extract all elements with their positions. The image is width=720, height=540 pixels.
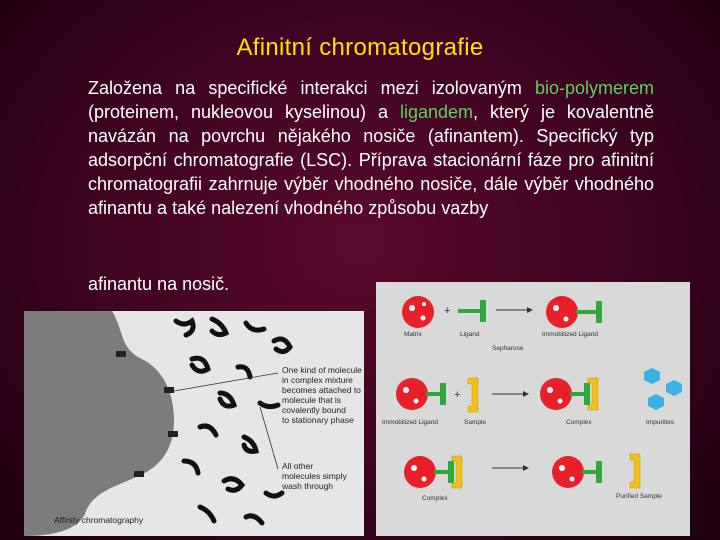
purified-sample-molecule bbox=[630, 454, 640, 488]
highlight-ligand: ligandem bbox=[399, 102, 474, 122]
ligand-mark bbox=[134, 471, 144, 477]
annotation-line: molecules simply bbox=[282, 471, 347, 481]
molecule-shape bbox=[266, 493, 282, 496]
molecule-shape bbox=[220, 393, 234, 406]
immobilized-ligand bbox=[546, 296, 602, 328]
annotation-line: One kind of molecule bbox=[282, 365, 362, 375]
paragraph-last-line: afinantu na nosič. bbox=[88, 274, 230, 294]
text-part-3: , který je kovalentně navázán na povrchu nějakého nosiče (afinantem). Specifický typ adsorpční chromatografie (LSC). Příprava stacionární fáze pro afinitní chromatografii zahrnuje výběr vhodného nosiče, dále výběr vhodného afinantu a také nalezení vhodného způsobu vazby bbox=[88, 102, 654, 218]
label-purified-sample bbox=[616, 493, 662, 500]
highlight-biopolymer: bio-polymerem bbox=[534, 78, 654, 98]
molecule-shape bbox=[246, 323, 264, 330]
label-immobilized-ligand: Immobilized Ligand bbox=[542, 331, 599, 338]
molecule-shape bbox=[246, 516, 262, 523]
free-ligand-bead bbox=[552, 456, 602, 488]
molecule-shape bbox=[176, 321, 193, 335]
molecule-shape bbox=[212, 319, 226, 335]
molecule-shape bbox=[274, 339, 290, 352]
affinity-sketch-figure bbox=[24, 311, 364, 536]
ligand-shape bbox=[458, 300, 486, 322]
label-matrix: Matrix bbox=[404, 331, 422, 338]
annotation-line: All other bbox=[282, 461, 314, 471]
molecule-shape bbox=[238, 367, 250, 377]
molecule-shape bbox=[260, 403, 278, 407]
matrix-bead bbox=[402, 296, 434, 328]
complex bbox=[540, 378, 598, 410]
label-impurities: Impurities bbox=[646, 419, 675, 426]
operator-plus: + bbox=[444, 305, 451, 317]
molecule-shape bbox=[192, 358, 208, 371]
annotation-wash-through bbox=[281, 461, 349, 491]
annotation-bound-molecule bbox=[282, 365, 364, 425]
operator-plus: + bbox=[454, 389, 461, 401]
affinity-scheme-figure bbox=[376, 282, 690, 536]
annotation-line: molecule that is bbox=[282, 395, 342, 405]
text-part-1: Založena na specifické interakci mezi izolovaným bbox=[88, 78, 535, 98]
molecule-shape bbox=[200, 507, 214, 521]
text-part-2: (proteinem, nukleovou kyselinou) a bbox=[88, 102, 400, 122]
slide-paragraph bbox=[88, 76, 654, 220]
annotation-line: wash through bbox=[282, 481, 334, 491]
molecule-shape bbox=[184, 461, 198, 473]
ligand-mark bbox=[164, 387, 174, 393]
sample-molecule bbox=[468, 378, 478, 412]
molecule-shape bbox=[224, 479, 242, 491]
annotation-pointer bbox=[174, 373, 278, 391]
complex bbox=[404, 456, 462, 488]
molecule-shape bbox=[244, 437, 256, 451]
molecule-shape bbox=[200, 426, 216, 435]
purified-sample-text: Purified Sample bbox=[616, 493, 662, 500]
label-ligand: Ligand bbox=[460, 331, 480, 338]
annotation-line: covalently bound bbox=[282, 405, 346, 415]
label-complex: Complex bbox=[422, 495, 448, 502]
ligand-mark bbox=[116, 351, 126, 357]
annotation-line: in complex mixture bbox=[282, 375, 353, 385]
label-complex: Complex bbox=[566, 419, 592, 426]
immobilized-ligand bbox=[396, 378, 446, 410]
annotation-pointer bbox=[260, 407, 278, 469]
stationary-phase-shape bbox=[24, 311, 174, 536]
label-sample: Sample bbox=[464, 419, 487, 426]
impurities bbox=[644, 368, 682, 410]
annotation-line: to stationary phase bbox=[282, 415, 354, 425]
annotation-line: becomes attached to bbox=[282, 385, 361, 395]
slide-title: Afinitní chromatografie bbox=[236, 34, 484, 61]
label-immobilized-ligand: Immobilized Ligand bbox=[382, 419, 439, 426]
figure-caption: Affinity chromatography bbox=[54, 515, 144, 525]
ligand-mark bbox=[168, 431, 178, 437]
label-sepharose: Sepharose bbox=[492, 345, 524, 352]
